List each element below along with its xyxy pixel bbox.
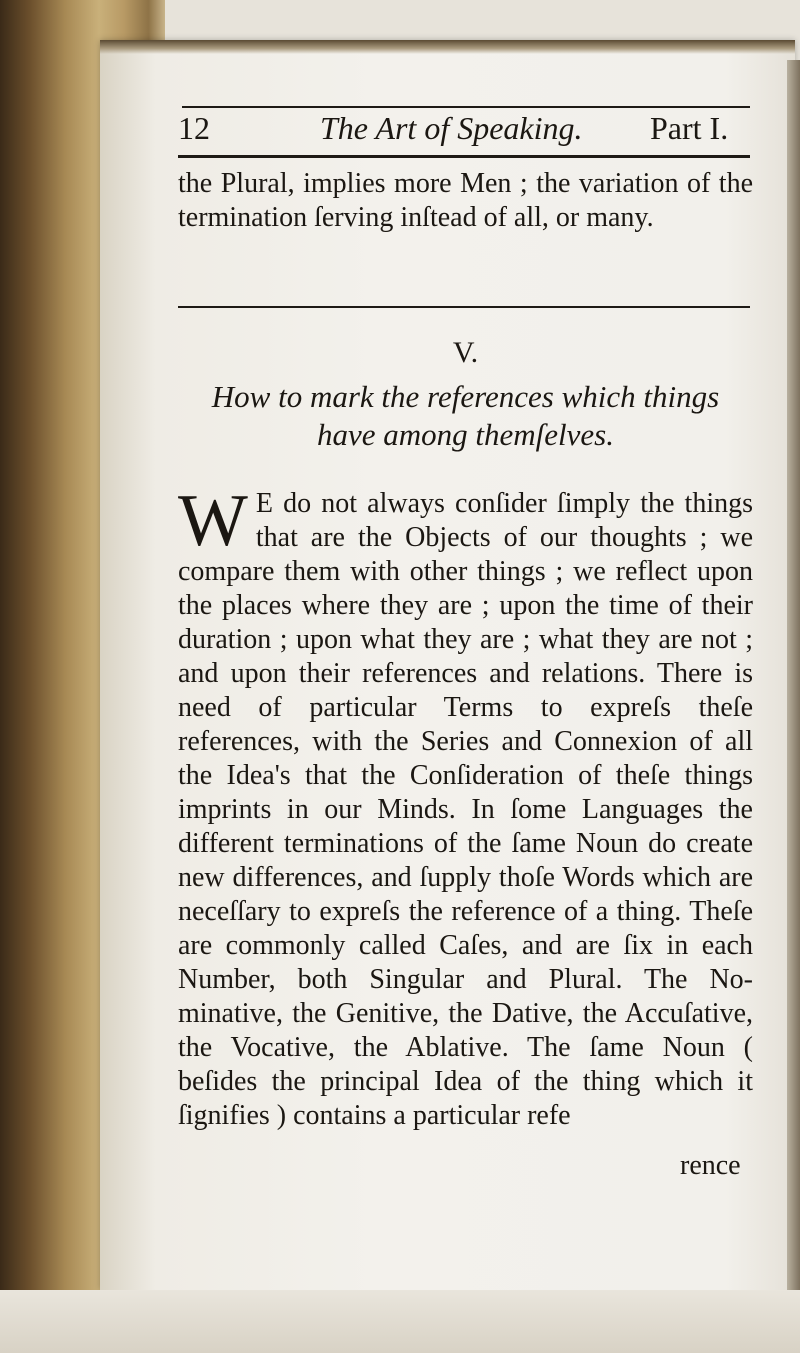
running-header: [178, 110, 768, 154]
section-heading-line-1: How to mark the references which things: [211, 379, 720, 414]
catchword: rence: [680, 1150, 741, 1181]
body-paragraph: [178, 480, 753, 1133]
header-rule: [178, 155, 750, 158]
top-rule: [182, 106, 750, 108]
lead-paragraph: the Plural, implies more Men ; the variation of the termination ſerving inſtead of all, or many.: [178, 168, 753, 233]
drop-cap: W: [178, 480, 248, 562]
running-title: The Art of Speaking.: [320, 110, 583, 146]
page-right-edge: [787, 60, 800, 1290]
part-label: Part I.: [650, 110, 729, 146]
section-number: V.: [452, 336, 479, 369]
section-rule: [178, 306, 750, 308]
page-top-edge: [100, 40, 795, 54]
section-heading: [178, 378, 753, 454]
page-number: 12: [178, 110, 210, 146]
section-heading-line-2: have among themſelves.: [317, 417, 614, 452]
body-text: E do not always conſider ſimply the things that are the Objects of our thoughts ; we compare them with other things ; we reflect upon the places where they are ; upon the time of their duration ; upon what they are ; what they are not ; and upon their references and relations. There is need of particular Terms to expreſs theſe references, with the Series and Connexion of all the Idea's that the Conſideration of theſe things imprints in our Minds. In ſome Languages the different terminations of the ſame Noun do create new differences, and ſupply thoſe Words which are neceſſary to expreſs the reference of a thing. Theſe are commonly called Caſes, and are ſix in each Number, both Singular and Plural. The Nominative, the Genitive, the Dative, the Accuſative, the Vocative, the Ablative. The ſame Noun ( beſides the principal Idea of the thing which it ſignifies ) contains a particular refe: [178, 488, 753, 1131]
page-bottom-margin: [0, 1290, 800, 1353]
